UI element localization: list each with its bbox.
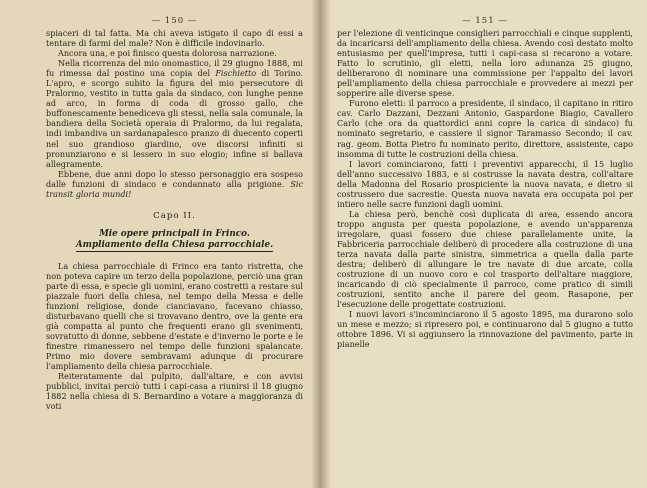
paragraph: Reiteratamente dal pulpito, dall'altare, e con avvisi pubblici, invitai perciò tutti i capi-casa a riunirsi il 18 giugno 1882 nella chiesa di S. Bernardino a votare a maggioranza di voti — [46, 371, 303, 412]
paragraph — [46, 169, 303, 199]
paragraph: Furono eletti: il parroco a presidente, il sindaco, il capitano in ritiro cav. Carlo Dazzani, Dezzani Antonio, Gaspardone Biagio, Cavallero Carlo (che ora da quattordici anni copre la carica di sindaco) fu nominato segretario, e cassiere il signor Taramasso Secondo; il cav. rag. geom. Botta Pietro fu nominato perito, direttore, assistente, capo insomma di tutte le costruzioni della chiesa. — [337, 98, 633, 159]
section-title — [46, 229, 303, 252]
page-number: — 150 — — [151, 16, 198, 26]
paragraph-text: Nella ricorrenza del mio onomastico, il 29 giugno 1888, mi fu rimessa dal postino una copia del — [46, 58, 303, 79]
page-number: — 151 — — [461, 16, 509, 26]
newspaper-title: Fischietto — [215, 68, 257, 79]
left-page — [0, 0, 321, 488]
paragraph: I nuovi lavori s'incominciarono il 5 agosto 1895, ma durarono solo un mese e mezzo; si ripresero poi, e continuarono dal 5 giugno a tutto ottobre 1896. Vi si aggiunsero la rinnovazione del pavimento, parte in pianelle — [337, 309, 633, 350]
paragraph: spiaceri di tal fatta. Ma chi aveva istigato il capo di essi a tentare di farmi del male? Non è difficile indovinarlo. — [46, 28, 303, 49]
paragraph-text: di Torino. L'apro, e scorgo subito la figura del mio persecutore di Pralormo, vestito in tutta gala da sindaco, con lunghe penne ad arco, in forma di coda di grosso gallo, che buffonescamente benediceva gli stessi, nella sala comunale, la bandiera della Società operaia di Pralormo, da lui regalata, indi imbandiva un sardanapalesco pranzo di duecento coperti nel suo grandioso giardino, ove discorsi infiniti si pronunziarono e si lessero in suo elogio; infine si ballava allegramente. — [46, 68, 303, 169]
paragraph: Ancora una, e poi finisco questa dolorosa narrazione. — [58, 48, 277, 59]
paragraph-text: Ebbene, due anni dopo lo stesso personaggio era sospeso dalle funzioni di sindaco e condannato alla prigione. — [46, 168, 303, 189]
paragraph: I lavori cominciarono, fatti i preventivi apparecchi, il 15 luglio dell'anno successivo 1883, e si costrusse la navata destra, coll'altare della Madonna del Rosario prospiciente la nuova navata, e dietro si costrussero due sacrestie. Questa nuova navata era occupata poi per intiero nelle sacre funzioni dagli uomini. — [337, 158, 633, 209]
gutter-shadow — [311, 0, 321, 488]
chapter-heading: Capo II. — [153, 210, 196, 221]
paragraph: La chiesa però, benchè così duplicata di area, essendo ancora troppo angusta per questa popolazione, e avendo un'apparenza irregolare, quasi fossero due chiese parallelamente unite, la Fabbriceria parrocchiale deliberò di procedere alla costruzione di una terza navata dalla parte sinistra, simmetrica a quella dalla parte destra; deliberò di allungare le tre navate di due arcate, colla costruzione di un nuovo coro e col trasporto dell'altare maggiore, incaricando di ciò specialmente il parroco, come pratico di simili costruzioni, sentito anche il parere del geom. Rasapone, per l'esecuzione delle progettate costruzioni. — [337, 208, 633, 310]
right-page — [321, 0, 647, 488]
paragraph: per l'elezione di venticinque consiglieri parrocchiali e cinque supplenti, da incaricarsi dell'ampliamento della chiesa. Avendo così destato molto entusiasmo per quell'impresa, tutti i capi-casa si recarono a votare. Fatto lo scrutinio, gli eletti, nella loro adunanza 25 giugno, deliberarono di nominare una commissione per l'appalto dei lavori pell'ampliamento della chiesa parrocchiale e provvedere ai mezzi per sopperire alle diverse spese. — [337, 28, 633, 99]
paragraph — [46, 58, 303, 169]
paragraph: La chiesa parrocchiale di Frinco era tanto ristretta, che non poteva capire un terzo della popolazione, perciò una gran parte di essa, e specie gli uomini, erano costretti a restare sul piazzale fuori della chiesa, nel tempo della Messa e delle funzioni religiose, donde cianciavano, facevano chiasso, disturbavano quelli che si trovavano dentro, ove la gente era già compatta al punto che frequenti erano gli svenimenti, sovratutto di donne, sebbene d'estate e d'inverno le porte e le finestre rimanessero nel tempo delle funzioni spalancate. Primo mio dovere sembravami adunque di procurare l'ampliamento della chiesa parrocchiale. — [46, 260, 303, 372]
section-title-line: Ampliamento della Chiesa parrocchiale. — [75, 239, 274, 250]
section-title-line: Mie opere principali in Frinco. — [99, 228, 250, 239]
gutter-shadow — [321, 0, 331, 488]
latin-quote: Sic transit gloria mundi! — [46, 178, 304, 199]
